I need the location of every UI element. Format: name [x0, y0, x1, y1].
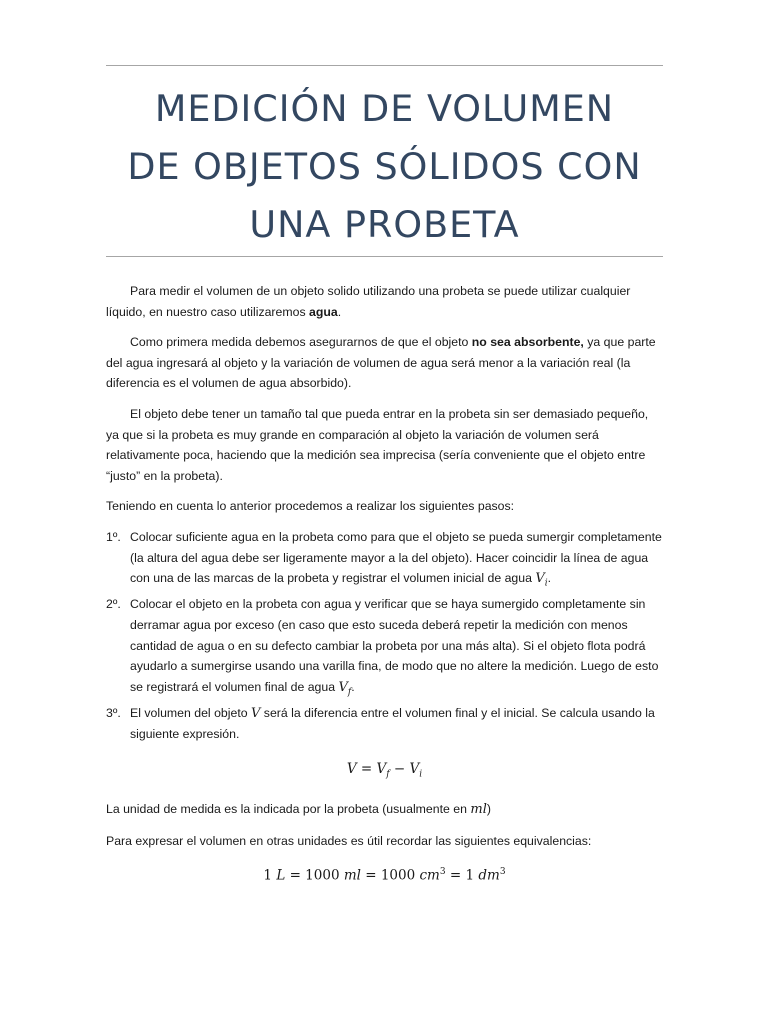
math-subscript: i — [544, 578, 548, 589]
bold-text: agua — [309, 304, 338, 319]
text-run: . — [337, 304, 342, 319]
step-number: 1º. — [106, 529, 121, 544]
steps-list — [106, 527, 663, 745]
equation-volume — [106, 759, 663, 785]
step-text: Colocar el objeto en la probeta con agua y verificar que se haya sumergido completamente sin derramar agua por exceso (en caso que esto suceda deberá repetir la medición con menos cantidad de agua o en su defecto cambiar la probeta por una más alta). Si el objeto flota podrá ayudarlo a sumergirse usando una varilla fina, de modo que no altere la medición. Luego de esto se registrará el volumen final de agua — [130, 597, 659, 694]
math-number: 1 — [263, 867, 277, 884]
title-line: MEDICIÓN DE VOLUMEN — [154, 87, 615, 130]
title-bottom-rule — [106, 256, 663, 257]
math-symbol: dm — [478, 867, 500, 884]
step-number: 2º. — [106, 597, 121, 612]
text-run: ) — [486, 802, 491, 817]
paragraph-intro — [106, 281, 663, 322]
paragraph-size: El objeto debe tener un tamaño tal que pueda entrar en la probeta sin ser demasiado pequeño, ya que si la probeta es muy grande en comparación al objeto la variación de volumen será relativamente poca, haciendo que la medición sea imprecisa (sería conveniente que el objeto entre “justo” en la probeta). — [106, 406, 649, 483]
math-symbol: ml — [343, 867, 361, 884]
step-number: 3º. — [106, 705, 121, 720]
step-text: será la diferencia entre el volumen final y el inicial. Se calcula usando la siguiente expresión. — [130, 705, 655, 742]
math-symbol: V — [535, 571, 545, 587]
text-run: La unidad de medida es la indicada por la probeta (usualmente en — [106, 802, 471, 817]
list-item — [106, 527, 663, 594]
title-line: UNA PROBETA — [249, 203, 520, 246]
bold-text: no sea absorbente, — [471, 335, 584, 350]
step-text: El volumen del objeto — [130, 705, 251, 720]
math-symbol: cm — [419, 867, 440, 884]
math-symbol: V — [346, 761, 357, 778]
document-body — [106, 281, 663, 900]
math-subscript: f — [347, 687, 352, 698]
math-subscript: f — [386, 769, 390, 780]
title-line: DE OBJETOS SÓLIDOS CON — [127, 145, 642, 188]
math-variable — [535, 571, 548, 589]
paragraph-absorbent — [106, 332, 663, 394]
text-run: . — [547, 571, 552, 586]
math-symbol: V — [338, 679, 348, 695]
paragraph-equivalences: Para expresar el volumen en otras unidades es útil recordar las siguientes equivalencias: — [106, 833, 592, 848]
text-run: . — [351, 679, 355, 694]
list-item — [106, 594, 663, 703]
math-symbol: V — [251, 705, 261, 721]
math-number: = 1000 — [360, 867, 420, 884]
paragraph-unit — [106, 799, 663, 821]
math-subscript: i — [419, 769, 423, 780]
math-number: = 1000 — [285, 867, 344, 884]
math-symbol: V — [376, 761, 387, 778]
math-symbol: L — [276, 867, 286, 884]
text-run: ya que parte del agua ingresará al objeto y la variación de volumen de agua será menor a la variación real (la diferencia es el volumen de agua absorbido). — [106, 335, 656, 391]
math-variable — [338, 679, 352, 698]
math-operator: = — [356, 761, 377, 778]
math-number: = 1 — [445, 867, 479, 884]
text-run: Para medir el volumen de un objeto solido utilizando una probeta se puede utilizar cualquier líquido, en nuestro caso utilizaremos — [106, 284, 631, 319]
math-symbol: V — [409, 761, 420, 778]
list-item — [106, 703, 663, 745]
document-title — [106, 80, 663, 254]
math-symbol: ml — [470, 802, 487, 818]
math-exponent: 3 — [439, 866, 446, 877]
math-operator: − — [389, 761, 410, 778]
paragraph-steps-intro: Teniendo en cuenta lo anterior procedemos a realizar los siguientes pasos: — [106, 499, 515, 514]
step-text: Colocar suficiente agua en la probeta como para que el objeto se pueda sumergir completamente (la altura del agua debe ser ligeramente mayor a la del objeto). Hacer coincidir la línea de agua con una de las marcas de la probeta y registrar el volumen inicial de agua — [130, 529, 662, 586]
equation-equivalences — [106, 862, 663, 886]
title-top-rule — [106, 65, 663, 66]
text-run: Como primera medida debemos asegurarnos de que el objeto — [130, 335, 472, 350]
math-exponent: 3 — [499, 866, 506, 877]
